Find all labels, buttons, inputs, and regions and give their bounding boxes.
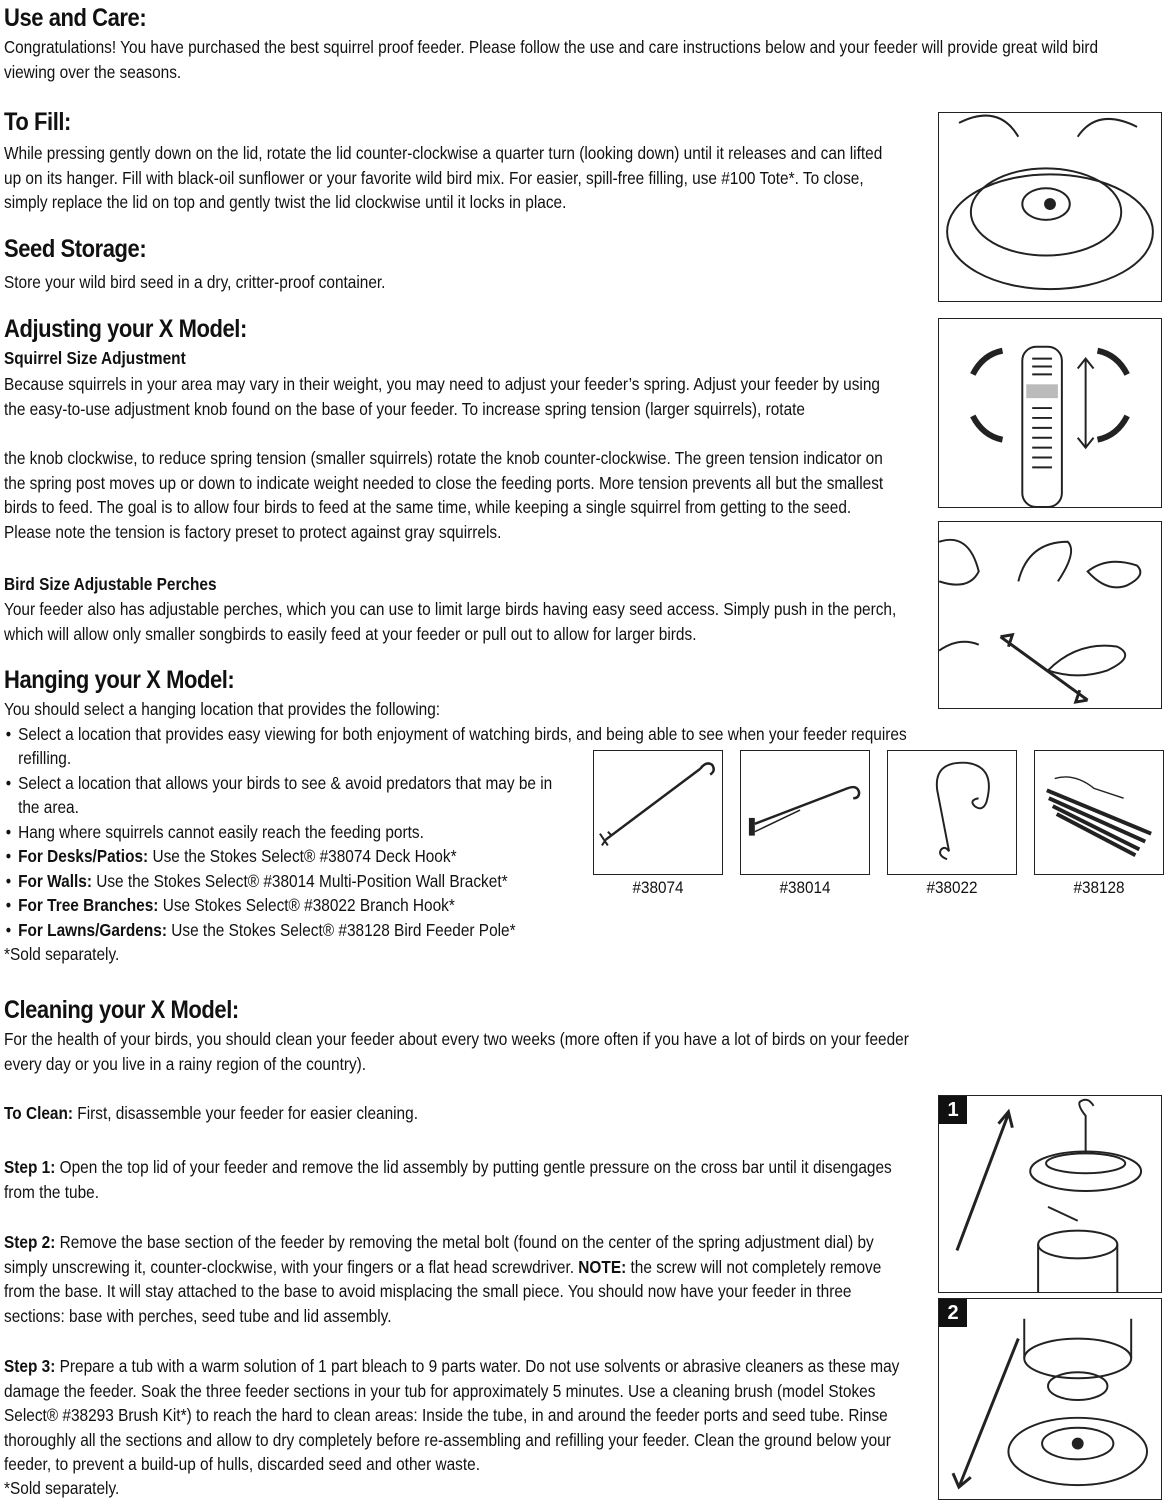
use-care-body: Congratulations! You have purchased the best squirrel proof feeder. Please follow the use and care instructions below and your feeder will provide great wild bird viewing over the seasons. [4, 35, 1104, 84]
hanging-bullet: • Hang where squirrels cannot easily reach the feeding ports. [4, 820, 910, 845]
product-code: #38074 [591, 878, 726, 898]
squirrel-size-subheading: Squirrel Size Adjustment [4, 348, 186, 369]
seed-storage-heading: Seed Storage: [4, 235, 146, 264]
lid-figure [938, 112, 1162, 302]
seed-storage-body: Store your wild bird seed in a dry, critter-proof container. [4, 270, 884, 295]
hanging-bullet: • For Tree Branches: Use Stokes Select® #38022 Branch Hook* [4, 893, 910, 918]
figure-number: 2 [939, 1299, 967, 1327]
product-code: #38014 [738, 878, 873, 898]
use-care-heading: Use and Care: [4, 4, 146, 33]
to-clean-text: To Clean: First, disassemble your feeder for easier cleaning. [4, 1101, 910, 1126]
deck-hook-figure [593, 750, 723, 875]
squirrel-size-body-2: the knob clockwise, to reduce spring tension (smaller squirrels) rotate the knob counter-clockwise. The green tension indicator on the spring post moves up or down to indicate weight needed to close the feeding ports. More tension prevents all but the smallest birds to feed. The goal is to allow four birds to feed at the same time, while keeping a single squirrel from getting to the seed. Please note the tension is factory preset to protect against gray squirrels. [4, 446, 902, 544]
figure-number: 1 [939, 1096, 967, 1124]
to-fill-body: While pressing gently down on the lid, rotate the lid counter-clockwise a quarter turn (looking down) until it releases and can lifted up on its hanger. Fill with black-oil sunflower or your favorite wild bird mix. For easier, spill-free filling, use #100 Tote*. To close, simply replace the lid on top and gently twist the lid clockwise until it locks in place. [4, 141, 884, 215]
perch-figure [938, 521, 1162, 709]
hanging-intro: You should select a hanging location that provides the following: [4, 697, 910, 722]
adjusting-heading: Adjusting your X Model: [4, 315, 247, 344]
disassembly-step-1-figure [938, 1095, 1162, 1293]
hanging-heading: Hanging your X Model: [4, 666, 234, 695]
to-fill-heading: To Fill: [4, 108, 71, 137]
branch-hook-figure [887, 750, 1017, 875]
step-2-text: Step 2: Remove the base section of the feeder by removing the metal bolt (found on the center of the spring adjustment dial) by simply unscrewing it, counter-clockwise, with your fingers or a flat head screwdriver. NOTE: the screw will not completely remove from the base. It will stay attached to the base to avoid misplacing the small piece. You should now have your feeder in three sections: base with perches, seed tube and lid assembly. [4, 1230, 910, 1328]
cleaning-heading: Cleaning your X Model: [4, 996, 239, 1025]
feeder-pole-figure [1034, 750, 1164, 875]
spring-adjustment-figure [938, 318, 1162, 508]
hanging-bullet: • For Lawns/Gardens: Use the Stokes Select® #38128 Bird Feeder Pole* [4, 918, 910, 943]
hanging-sold-note: *Sold separately. [4, 942, 910, 967]
hanging-bullet: • For Walls: Use the Stokes Select® #38014 Multi-Position Wall Bracket* [4, 869, 910, 894]
cleaning-sold-note: *Sold separately. [4, 1476, 910, 1501]
product-code: #38022 [885, 878, 1020, 898]
hanging-bullet: • For Desks/Patios: Use the Stokes Select® #38074 Deck Hook* [4, 844, 910, 869]
hanging-bullet: • Select a location that provides easy viewing for both enjoyment of watching birds, and being able to see when your feeder requires refilling. [4, 722, 910, 771]
squirrel-size-body-1: Because squirrels in your area may vary in their weight, you may need to adjust your feeder’s spring. Adjust your feeder by using the easy-to-use adjustment knob found on the base of your feeder. To increase spring tension (larger squirrels), rotate [4, 372, 902, 421]
cleaning-intro: For the health of your birds, you should clean your feeder about every two weeks (more often if you have a lot of birds on your feeder every day or you live in a rainy region of the country). [4, 1027, 910, 1076]
step-3-text: Step 3: Prepare a tub with a warm solution of 1 part bleach to 9 parts water. Do not use solvents or abrasive cleaners as these may damage the feeder. Soak the three feeder sections in your tub for approximately 5 minutes. Use a cleaning brush (model Stokes Select® #38293 Brush Kit*) to reach the hard to clean areas: Inside the tube, in and around the feeder ports and seed tube. Rinse thoroughly all the sections and allow to dry completely before re-assembling and refilling your feeder. Clean the ground below your feeder, to prevent a build-up of hulls, discarded seed and other waste. [4, 1354, 910, 1477]
perch-subheading: Bird Size Adjustable Perches [4, 574, 217, 595]
disassembly-step-2-figure [938, 1298, 1162, 1500]
perch-body: Your feeder also has adjustable perches, which you can use to limit large birds having easy seed access. Simply push in the perch, which will allow only smaller songbirds to easily feed at your feeder or pull out to allow for larger birds. [4, 597, 902, 646]
product-code: #38128 [1032, 878, 1165, 898]
hanging-bullet: • Select a location that allows your birds to see & avoid predators that may be in the area. [4, 771, 564, 820]
step-1-text: Step 1: Open the top lid of your feeder and remove the lid assembly by putting gentle pressure on the cross bar until it disengages from the tube. [4, 1155, 910, 1204]
wall-bracket-figure [740, 750, 870, 875]
